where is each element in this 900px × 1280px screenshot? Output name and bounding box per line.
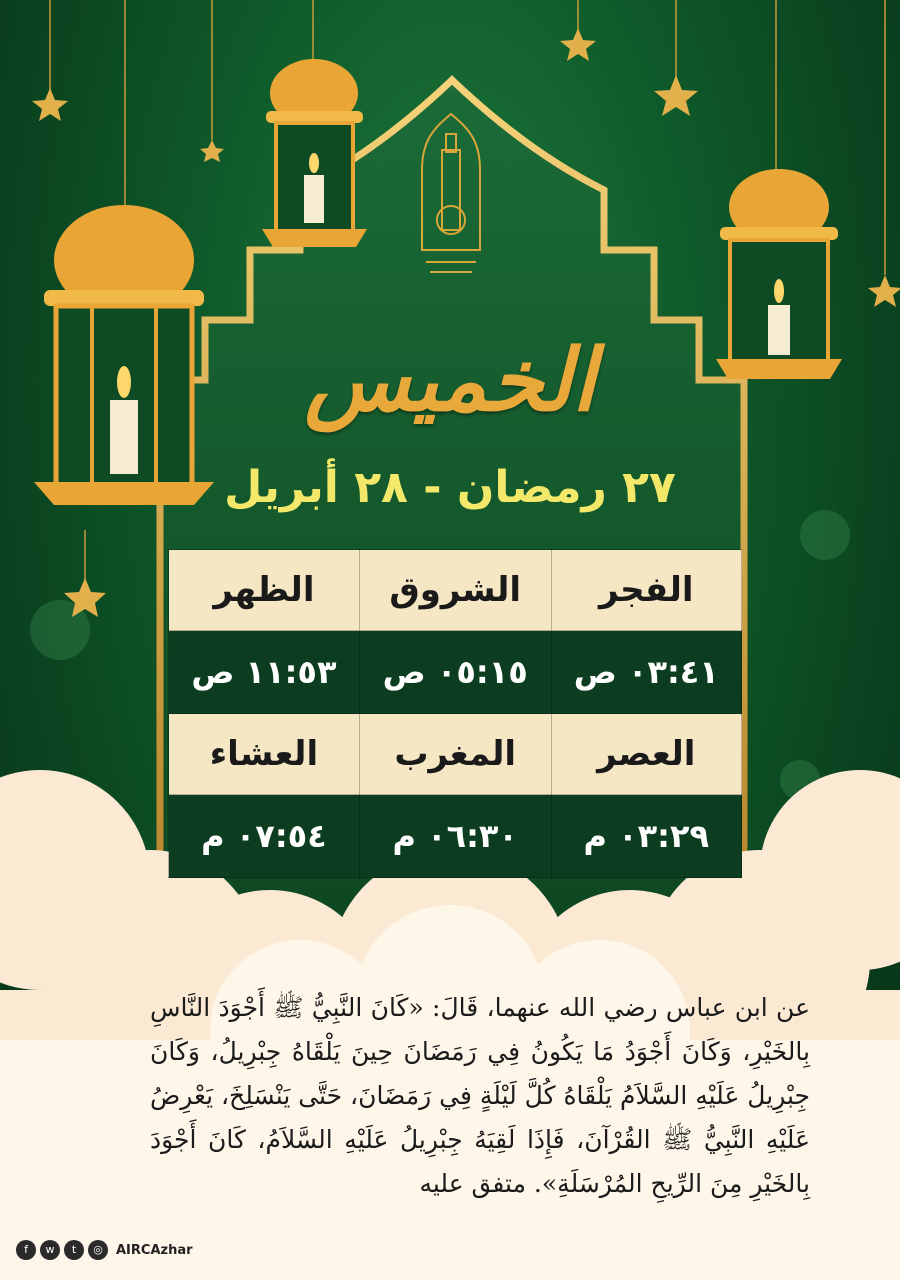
prayer-times-table <box>168 549 742 878</box>
facebook-icon[interactable]: f <box>16 1240 36 1260</box>
hadith-text: عن ابن عباس رضي الله عنهما، قَالَ: «كَانَ النَّبِيُّ ﷺ أَجْوَدَ النَّاسِ بِالخَيْرِ، وَكَانَ أَجْوَدُ مَا يَكُونُ فِي رَمَضَانَ حِينَ يَلْقَاهُ جِبْرِيلُ، وَكَانَ جِبْرِيلُ عَلَيْهِ السَّلاَمُ يَلْقَاهُ كُلَّ لَيْلَةٍ فِي رَمَضَانَ، حَتَّى يَنْسَلِخَ، يَعْرِضُ عَلَيْهِ النَّبِيُّ ﷺ القُرْآنَ، فَإِذَا لَقِيَهُ جِبْرِيلُ عَلَيْهِ السَّلاَمُ، كَانَ أَجْوَدَ بِالخَيْرِ مِنَ الرِّيحِ المُرْسَلَةِ». متفق عليه <box>150 993 810 1198</box>
social-footer <box>16 1240 193 1260</box>
whatsapp-icon[interactable]: w <box>40 1240 60 1260</box>
prayer-label: العشاء <box>169 714 360 795</box>
prayer-time: ٠٣:٤١ ص <box>551 631 741 714</box>
instagram-icon[interactable]: ◎ <box>88 1240 108 1260</box>
prayer-label: الشروق <box>359 550 551 631</box>
prayer-time: ١١:٥٣ ص <box>169 631 360 714</box>
social-handle[interactable]: AIRCAzhar <box>116 1242 193 1258</box>
table-row <box>169 714 742 795</box>
prayer-time: ٠٧:٥٤ م <box>169 795 360 878</box>
prayer-label: الفجر <box>551 550 741 631</box>
twitter-icon[interactable]: t <box>64 1240 84 1260</box>
table-row <box>169 631 742 714</box>
prayer-time: ٠٣:٢٩ م <box>551 795 741 878</box>
prayer-time: ٠٥:١٥ ص <box>359 631 551 714</box>
table-row <box>169 795 742 878</box>
day-name-title: الخميس <box>304 330 596 431</box>
prayer-label: الظهر <box>169 550 360 631</box>
prayer-label: المغرب <box>359 714 551 795</box>
date-subtitle: ٢٧ رمضان - ٢٨ أبريل <box>224 462 676 513</box>
prayer-label: العصر <box>551 714 741 795</box>
prayer-time: ٠٦:٣٠ م <box>359 795 551 878</box>
table-row <box>169 550 742 631</box>
